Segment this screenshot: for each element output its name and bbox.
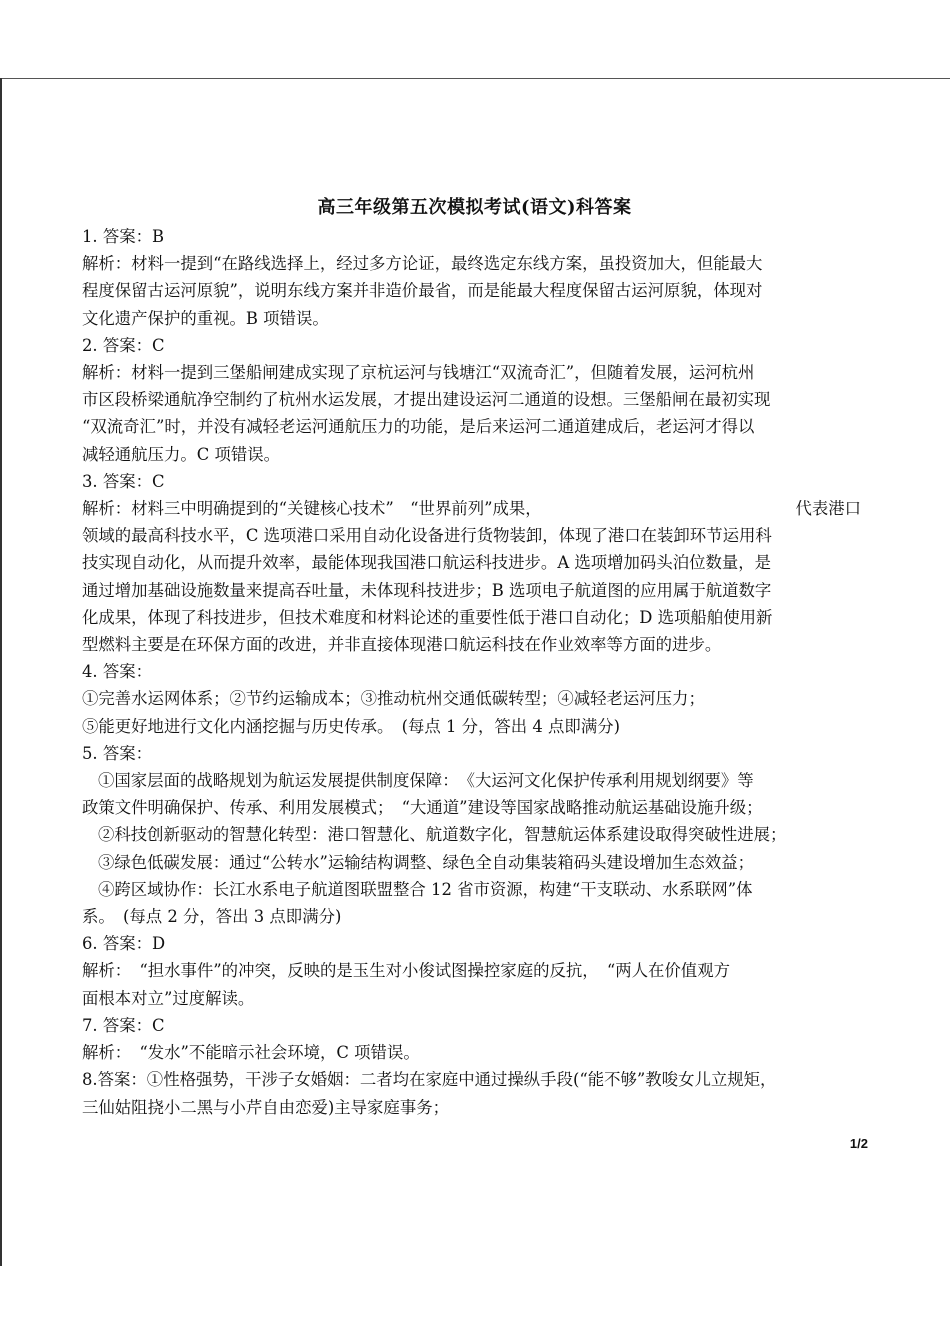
q3-analysis-right: 代表港口 <box>795 499 861 519</box>
page-title: 高三年级第五次模拟考试(语文)科答案 <box>317 197 632 218</box>
q8-answer-line: 8.答案：①性格强势，干涉子女婚姻：二者均在家庭中通过操纵手段(“能不够”教唆女儿立规矩， <box>82 1070 777 1090</box>
q4-point-line: ①完善水运网体系；②节约运输成本；③推动杭州交通低碳转型；④减轻老运河压力； <box>82 689 705 709</box>
q2-answer: 2. 答案：C <box>82 335 165 355</box>
q1-analysis-line: 程度保留古运河原貌”，说明东线方案并非造价最省，而是能最大程度保留古运河原貌，体现对 <box>82 281 763 301</box>
q7-analysis-line: 解析： “发水”不能暗示社会环境，C 项错误。 <box>82 1043 420 1063</box>
page-number: 1/2 <box>849 1136 868 1151</box>
q1-analysis-line: 解析：材料一提到“在路线选择上，经过多方论证，最终选定东线方案，虽投资加大，但能最大 <box>82 254 763 274</box>
q2-analysis-line: 市区段桥梁通航净空制约了杭州水运发展，才提出建设运河二通道的设想。三堡船闸在最初实现 <box>82 390 771 410</box>
q7-answer: 7. 答案：C <box>82 1015 165 1035</box>
q5-answer: 5. 答案： <box>82 743 153 763</box>
q1-analysis-line: 文化遗产保护的重视。B 项错误。 <box>82 308 329 328</box>
q5-point-line: ①国家层面的战略规划为航运发展提供制度保障： 《大运河文化保护传承利用规划纲要》等 <box>98 771 754 791</box>
q3-answer: 3. 答案：C <box>82 471 165 491</box>
q6-analysis-line: 解析： “担水事件”的冲突，反映的是玉生对小俊试图操控家庭的反抗， “两人在价值观方 <box>82 961 730 981</box>
q2-analysis-line: 减轻通航压力。C 项错误。 <box>82 444 281 464</box>
page-top-edge <box>0 78 950 79</box>
q3-analysis-line: 通过增加基础设施数量来提高吞吐量，未体现科技进步；B 选项电子航道图的应用属于航道数字 <box>82 580 772 600</box>
q1-answer: 1. 答案：B <box>82 227 165 246</box>
q3-analysis-line: 技实现自动化，从而提升效率，最能体现我国港口航运科技进步。A 选项增加码头泊位数量，是 <box>82 553 772 573</box>
answer-sheet <box>82 194 867 1121</box>
q3-analysis-line <box>82 495 867 522</box>
q4-point-line: ⑤能更好地进行文化内涵挖掘与历史传承。 (每点 1 分，答出 4 点即满分) <box>82 716 621 736</box>
q6-analysis-line: 面根本对立”过度解读。 <box>82 988 255 1008</box>
q3-analysis-left: 解析：材料三中明确提到的“关键核心技术” “世界前列”成果， <box>82 499 542 519</box>
q6-answer: 6. 答案：D <box>82 934 166 954</box>
q3-analysis-line: 领域的最高科技水平，C 选项港口采用自动化设备进行货物装卸，体现了港口在装卸环节运用科 <box>82 526 772 546</box>
page-left-edge <box>0 78 2 1266</box>
q2-analysis-line: “双流奇汇”时，并没有减轻老运河通航压力的功能，是后来运河二通道建成后，老运河才得以 <box>82 417 755 437</box>
q5-point-line: 政策文件明确保护、传承、利用发展模式； “大通道”建设等国家战略推动航运基础设施升级； <box>82 798 763 818</box>
q4-answer: 4. 答案： <box>82 662 153 682</box>
q5-point-line: 系。 (每点 2 分，答出 3 点即满分) <box>82 907 342 927</box>
q3-analysis-line: 化成果，体现了科技进步，但技术难度和材料论述的重要性低于港口自动化；D 选项船舶使用新 <box>82 607 773 627</box>
q5-point-line: ③绿色低碳发展：通过“公转水”运输结构调整、绿色全自动集装箱码头建设增加生态效益； <box>98 852 754 872</box>
q8-answer-line: 三仙姑阻挠小二黑与小芹自由恋爱)主导家庭事务； <box>82 1097 449 1117</box>
q3-analysis-line: 型燃料主要是在环保方面的改进，并非直接体现港口航运科技在作业效率等方面的进步。 <box>82 635 722 655</box>
q5-point-line: ④跨区域协作：长江水系电子航道图联盟整合 12 省市资源，构建“干支联动、水系联网”体 <box>98 879 753 899</box>
q5-point-line: ②科技创新驱动的智慧化转型：港口智慧化、航道数字化，智慧航运体系建设取得突破性进展； <box>98 825 787 845</box>
q2-analysis-line: 解析：材料一提到三堡船闸建成实现了京杭运河与钱塘江“双流奇汇”，但随着发展，运河杭州 <box>82 363 755 383</box>
